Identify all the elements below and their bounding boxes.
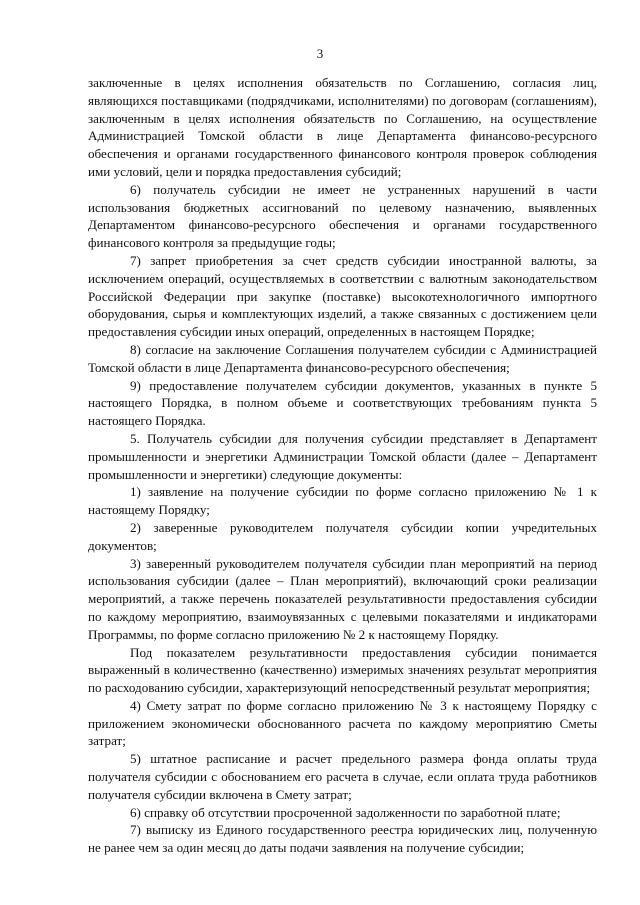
paragraph-doc-3: 3) заверенный руководителем получателя субсидии план мероприятий на период использования субсидии (далее – План мероприятий), включающий сроки реализации мероприятий, а также перечень показателей результативности предоставления субсидии по каждому мероприятию, взаимоувязанных с целевыми показателями и индикаторами Программы, по форме согласно приложению № 2 к настоящему Порядку. xyxy=(88,555,597,642)
paragraph-doc-2: 2) заверенные руководителем получателя субсидии копии учредительных документов; xyxy=(88,519,597,553)
paragraph-definition: Под показателем результативности предоставления субсидии понимается выраженный в количественно (качественно) измеримых значениях результат мероприятия по расходованию субсидии, характеризующий непосредственный результат мероприятия; xyxy=(88,644,597,696)
document-body xyxy=(88,74,597,857)
paragraph-item-9: 9) предоставление получателем субсидии документов, указанных в пункте 5 настоящего Порядка, в полном объеме и соответствующих требованиям пункта 5 настоящего Порядка. xyxy=(88,377,597,429)
paragraph-continuation: заключенные в целях исполнения обязательств по Соглашению, согласия лиц, являющихся поставщиками (подрядчиками, исполнителями) по договорам (соглашениям), заключенным в целях исполнения обязательств по Соглашению, на осуществление Администрацией Томской области в лице Департамента финансово-ресурсного обеспечения и органами государственного финансового контроля проверок соблюдения ими условий, цели и порядка предоставления субсидий; xyxy=(88,75,597,179)
paragraph-section-5: 5. Получатель субсидии для получения субсидии представляет в Департамент промышленности и энергетики Администрации Томской области (далее – Департамент промышленности и энергетики) следующие документы: xyxy=(88,430,597,482)
paragraph-item-8: 8) согласие на заключение Соглашения получателем субсидии с Администрацией Томской области в лице Департамента финансово-ресурсного обеспечения; xyxy=(88,341,597,375)
paragraph-doc-6: 6) справку об отсутствии просроченной задолженности по заработной плате; xyxy=(130,804,561,820)
paragraph-item-6: 6) получатель субсидии не имеет не устраненных нарушений в части использования бюджетных ассигнований по целевому назначению, выявленных Департаментом финансово-ресурсного обеспечения и органами государственного финансового контроля за предыдущие годы; xyxy=(88,181,597,251)
paragraph-item-7: 7) запрет приобретения за счет средств субсидии иностранной валюты, за исключением операций, осуществляемых в соответствии с валютным законодательством Российской Федерации при закупке (поставке) высокотехнологичного импортного оборудования, сырья и комплектующих изделий, а также связанных с достижением цели предоставления субсидии иных операций, определенных в настоящем Порядке; xyxy=(88,252,597,340)
paragraph-doc-5: 5) штатное расписание и расчет предельного размера фонда оплаты труда получателя субсидии с обоснованием его расчета в случае, если оплата труда работников получателя субсидии включена в Смету затрат; xyxy=(88,751,597,802)
paragraph-doc-4: 4) Смету затрат по форме согласно приложению № 3 к настоящему Порядку с приложением экономически обоснованного расчета по каждому мероприятию Сметы затрат; xyxy=(88,697,597,749)
paragraph-doc-7: 7) выписку из Единого государственного реестра юридических лиц, полученную не ранее чем за один месяц до даты подачи заявления на получение субсидии; xyxy=(88,822,597,856)
paragraph-doc-1: 1) заявление на получение субсидии по форме согласно приложению № 1 к настоящему Порядку; xyxy=(88,484,597,518)
page-number: 3 xyxy=(316,46,324,61)
